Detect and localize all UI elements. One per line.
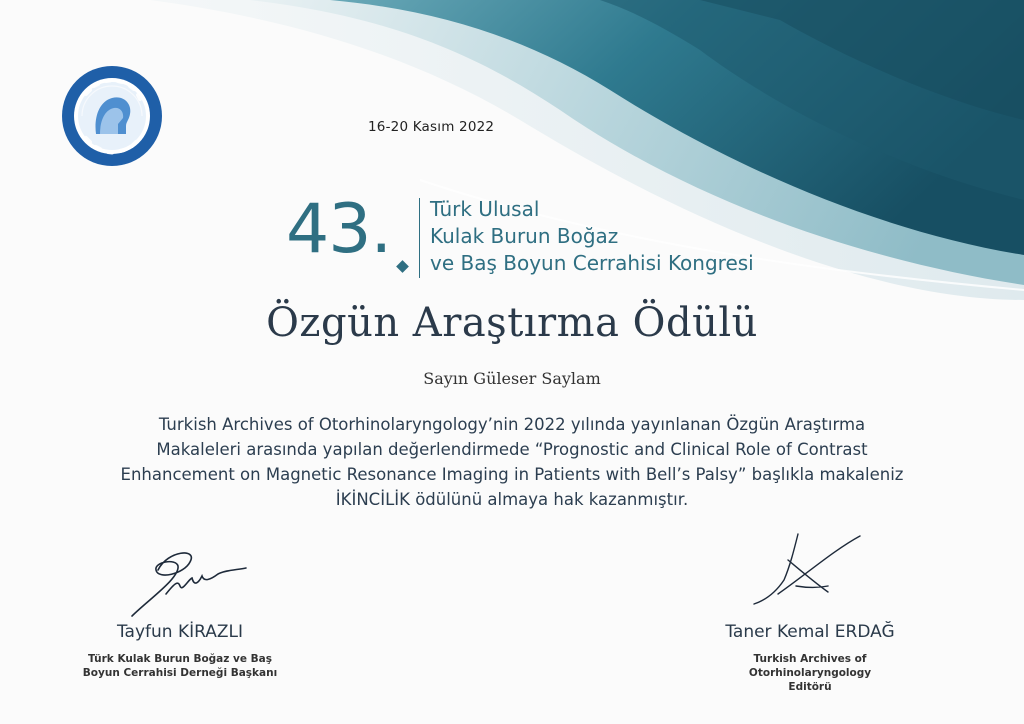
signatory-role-line: Otorhinolaryngology [748, 667, 872, 679]
congress-divider [419, 198, 420, 278]
congress-title-line: ve Baş Boyun Cerrahisi Kongresi [430, 251, 754, 275]
award-body-line: Turkish Archives of Otorhinolaryngology’nin 2022 yılında yayınlanan Özgün Araştırma [158, 415, 866, 434]
signatory-role-line: Editörü [788, 681, 832, 693]
congress-title-line: Kulak Burun Boğaz [430, 224, 619, 248]
signatory-name: Tayfun KİRAZLI [116, 622, 244, 642]
signatory-role-line: Turkish Archives of [753, 653, 867, 665]
signatory-role-line: Boyun Cerrahisi Derneği Başkanı [82, 667, 278, 679]
award-body [80, 412, 944, 512]
congress-title-line: Türk Ulusal [430, 197, 540, 221]
society-seal-icon [60, 64, 164, 168]
congress-date: 16-20 Kasım 2022 [368, 119, 495, 135]
left-signature-image [118, 540, 258, 620]
signatory-name: Taner Kemal ERDAĞ [725, 622, 895, 642]
signatory-role [60, 652, 300, 680]
signatory-role [690, 652, 930, 694]
left-signatory [60, 622, 300, 680]
award-body-line: İKİNCİLİK ödülünü almaya hak kazanmıştır. [335, 490, 689, 509]
award-body-line: Makaleleri arasında yapılan değerlendirmede “Prognostic and Clinical Role of Contrast [156, 440, 868, 459]
award-body-line: Enhancement on Magnetic Resonance Imaging in Patients with Bell’s Palsy” başlıkla makaleniz [120, 465, 904, 484]
right-signature-image [748, 530, 868, 620]
award-title: Özgün Araştırma Ödülü [266, 300, 758, 346]
recipient-name: Sayın Güleser Saylam [423, 369, 601, 388]
congress-number: 43. [286, 190, 392, 269]
right-signatory [690, 622, 930, 694]
congress-title [430, 196, 754, 277]
signatory-role-line: Türk Kulak Burun Boğaz ve Baş [87, 653, 272, 665]
